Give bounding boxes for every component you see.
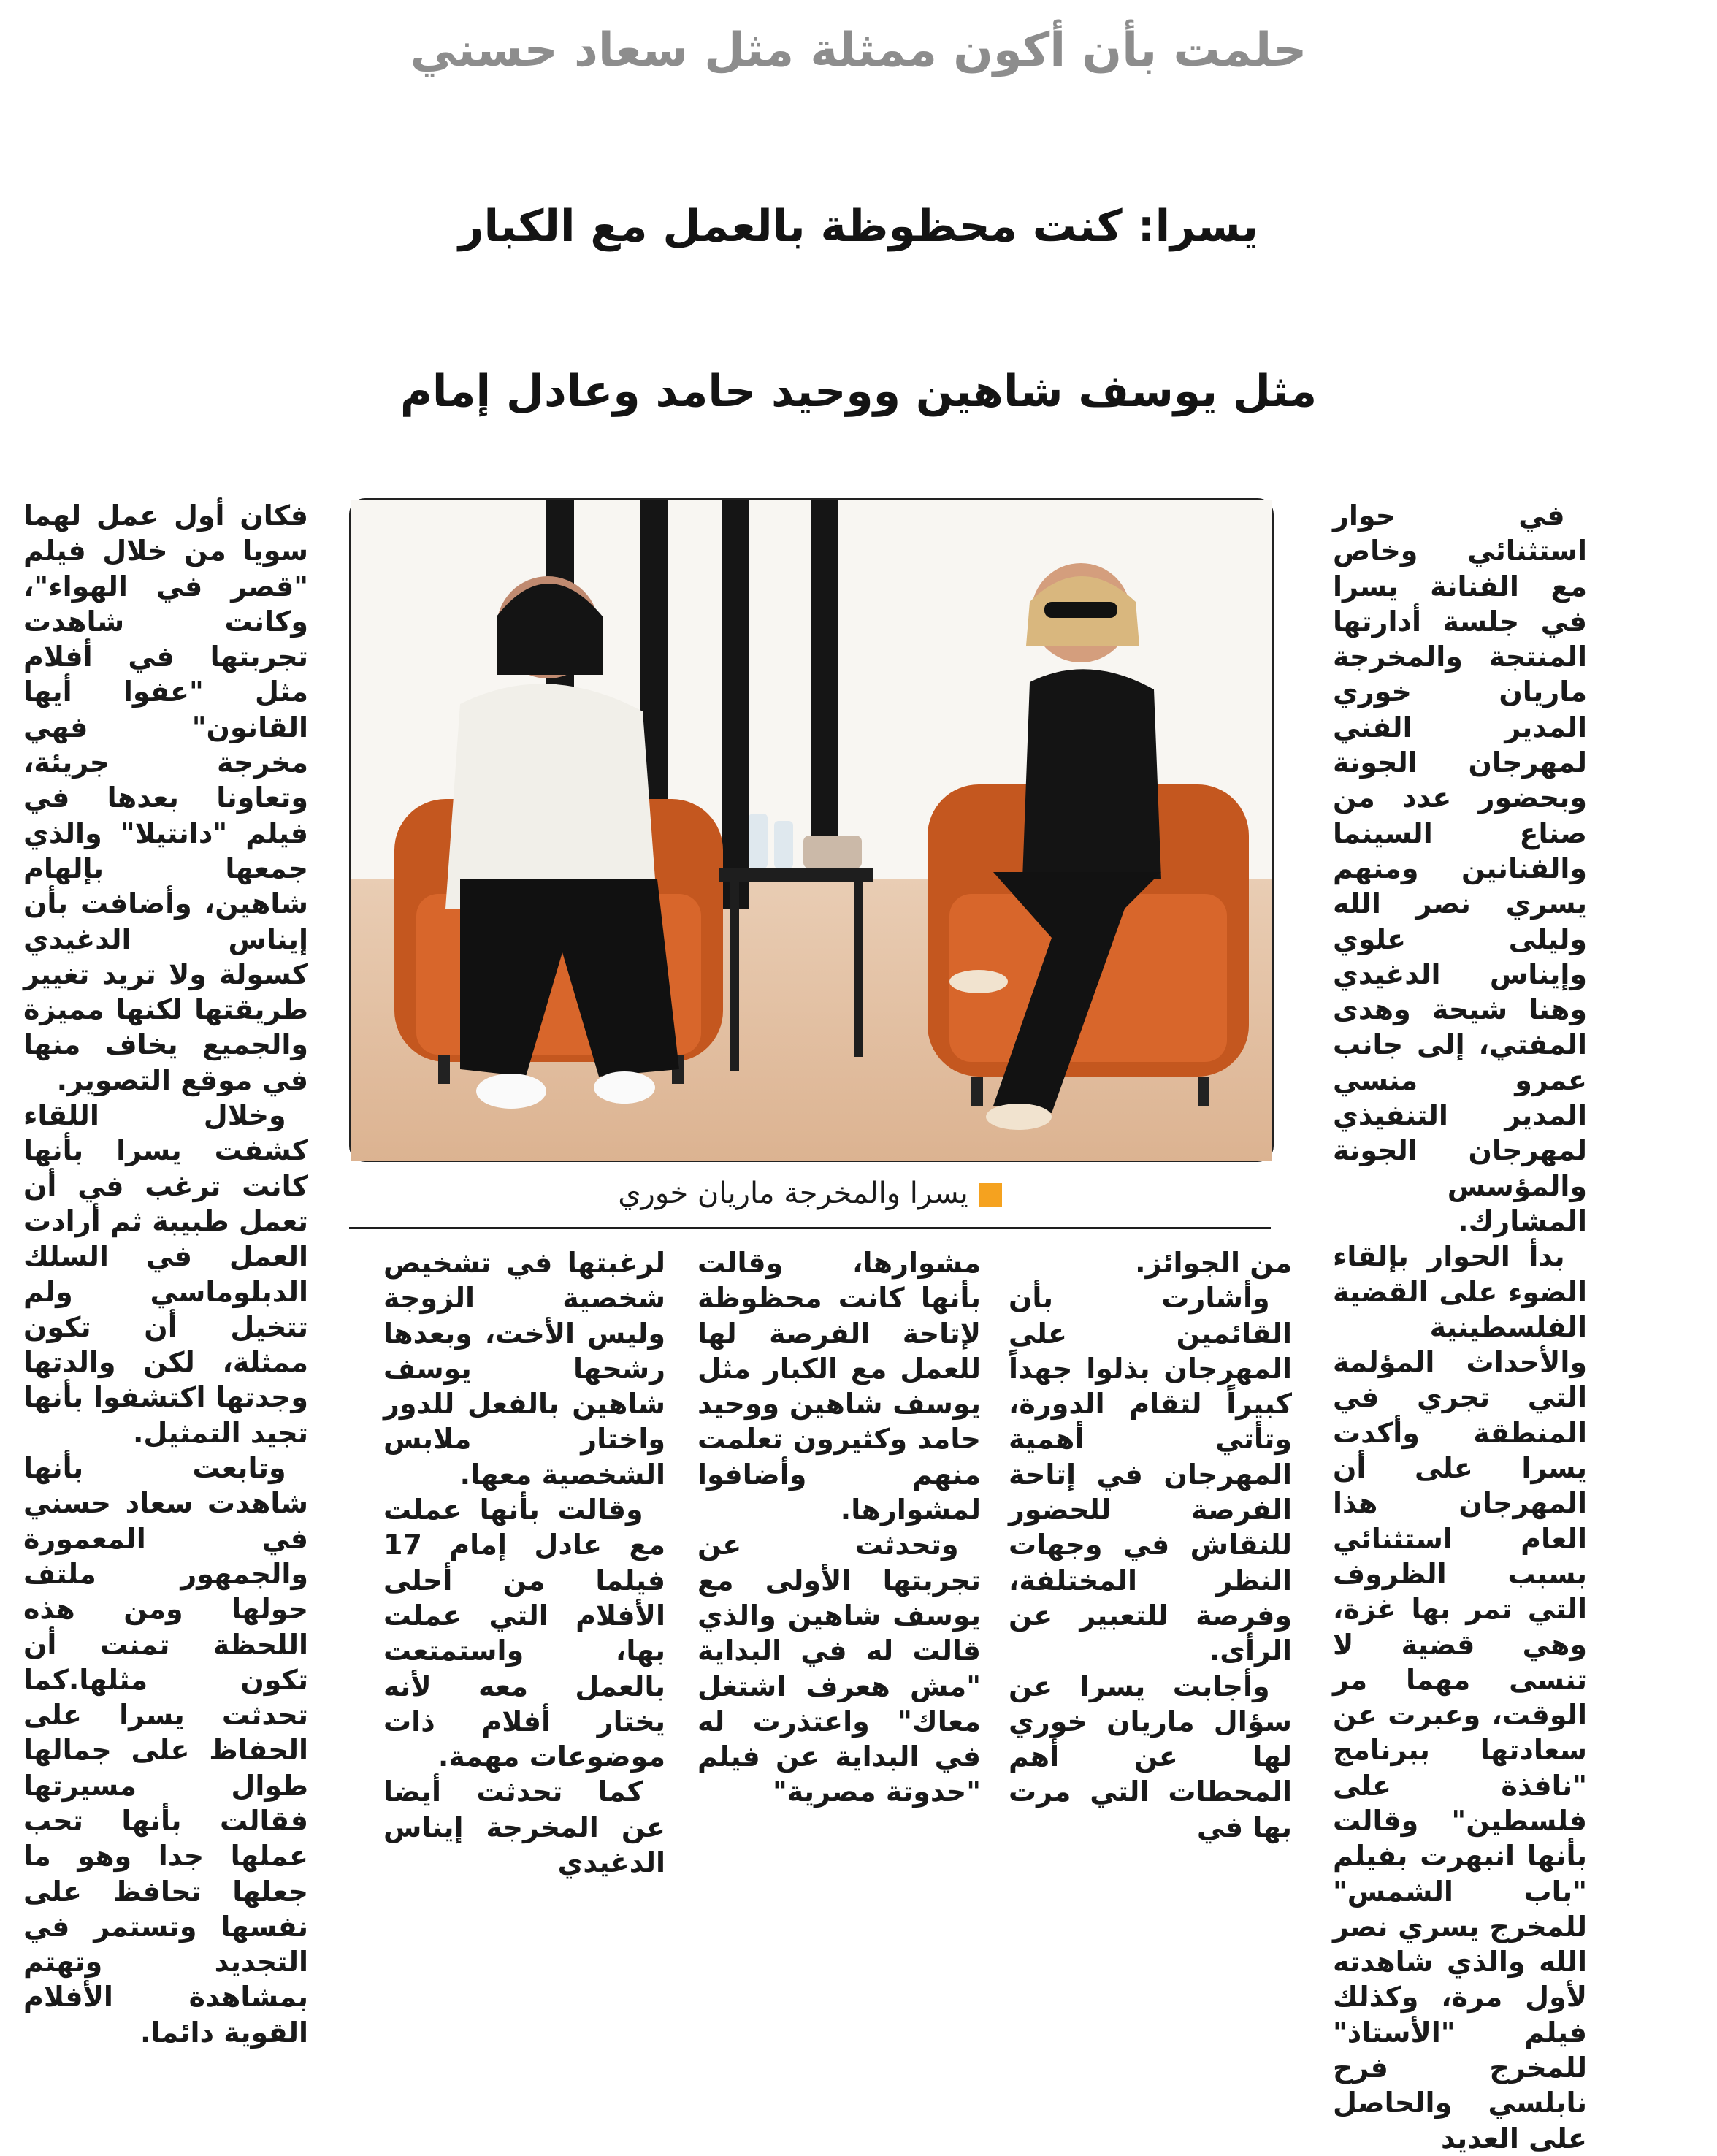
paragraph: من الجوائز. (1135, 1247, 1292, 1279)
caption-divider (349, 1227, 1271, 1229)
headline-line-2: مثل يوسف شاهين ووحيد حامد وعادل إمام (399, 366, 1318, 417)
paragraph: لرغبتها في تشخيص شخصية الزوجة وليس الأخت، وبعدها رشحها يوسف شاهين بالفعل للدور واختار ملابس الشخصية معها. (383, 1247, 665, 1491)
paragraph: وأجابت يسرا عن سؤال ماريان خوري لها عن أهم المحطات التي مرت بها في (1009, 1670, 1292, 1843)
photo-caption-text: يسرا والمخرجة ماريان خوري (618, 1177, 968, 1210)
article-column-middle-3 (383, 1245, 665, 1879)
paragraph: كما تحدثت أيضا عن المخرجة إيناس الدغيدي (383, 1775, 665, 1879)
article-column-middle-2 (697, 1245, 981, 1808)
paragraph: بدأ الحوار بإلقاء الضوء على القضية الفلسطينية والأحداث المؤلمة التي تجري في المنطقة وأكدت يسرا على أن المهرجان هذا العام استثنائي بسبب الظروف التي تمر بها غزة، وهي قضية لا تنسى مهما مر الوقت، وعبرت عن سعادتها ببرنامج "نافذة على فلسطين" وقالت بأنها انبهرت بفيلم "باب الشمس" للمخرج يسري نصر الله والذي شاهدته لأول مرة، وكذلك فيلم "الأستاذ" للمخرج فرح نابلسي والحاصل على العديد (1333, 1240, 1587, 2155)
photo-caption (349, 1171, 1271, 1215)
article-column-right (1333, 498, 1587, 2155)
kicker-subtitle: حلمت بأن أكون ممثلة مثل سعاد حسني (410, 23, 1307, 77)
paragraph: في حوار استثنائي وخاص مع الفنانة يسرا في جلسة أدارتها المنتجة والمخرجة ماريان خوري المدير الفني لمهرجان الجونة وبحضور عدد من صناع السينما والفنانين ومنهم يسري نصر الله وليلى علوي وإيناس الدغيدي وهنا شيحة وهدى المفتي، إلى جانب عمرو منسي المدير التنفيذي لمهرجان الجونة والمؤسس المشارك. (1333, 500, 1587, 1237)
paragraph: مشوارها، وقالت بأنها كانت محظوظة لإتاحة الفرصة لها للعمل مع الكبار مثل يوسف شاهين ووحيد حامد وكثيرون تعلمت منهم وأضافوا لمشوارها. (697, 1247, 981, 1526)
paragraph: وقالت بأنها عملت مع عادل إمام 17 فيلما من أحلى الأفلام التي عملت بها، واستمتعت بالعمل معه لأنه يختار أفلام ذات موضوعات مهمة. (383, 1494, 665, 1773)
article-column-left (23, 498, 308, 2049)
article-column-middle-1 (1009, 1245, 1292, 1843)
headline-line-1: يسرا: كنت محظوظة بالعمل مع الكبار (458, 201, 1259, 252)
paragraph: وتحدثت عن تجربتها الأولى مع يوسف شاهين والذي قالت له في البداية "مش هعرف اشتغل معاك" واعتذرت له في البداية عن فيلم "حدوتة مصرية" (697, 1529, 981, 1808)
paragraph: وأشارت بأن القائمين على المهرجان بذلوا جهداً كبيراً لتقام الدورة، وتأتي أهمية المهرجان في إتاحة الفرصة للحضور للنقاش في وجهات النظر المختلفة، وفرصة للتعبير عن الرأى. (1009, 1282, 1292, 1667)
paragraph: وتابعت بأنها شاهدت سعاد حسني في المعمورة والجمهور ملتف حولها ومن هذه اللحظة تمنت أن تكون مثلها.كما تحدثت يسرا على الحفاظ على جمالها طوال مسيرتها فقالت بأنها تحب عملها جدا وهو ما جعلها تحافظ على نفسها وتستمر في التجديد وتهتم بمشاهدة الأفلام القوية دائما. (23, 1452, 308, 2049)
caption-square-icon (979, 1183, 1002, 1207)
article-photo (349, 498, 1274, 1162)
paragraph: فكان أول عمل لهما سويا من خلال فيلم "قصر في الهواء"، وكانت شاهدت تجربتها في أفلام مثل "عفوا أيها القانون" فهي مخرجة جريئة، وتعاونا بعدها في فيلم "دانتيلا" والذي جمعها بإلهام شاهين، وأضافت بأن إيناس الدغيدي كسولة ولا تريد تغيير طريقتها لكنها مميزة والجميع يخاف منها في موقع التصوير. (23, 500, 308, 1096)
photo-illustration (351, 500, 1272, 1161)
paragraph: وخلال اللقاء كشفت يسرا بأنها كانت ترغب في أن تعمل طبيبة ثم أرادت العمل في السلك الدبلوماسي ولم تتخيل أن تكون ممثلة، لكن والدتها وجدتها اكتشفوا بأنها تجيد التمثيل. (23, 1099, 308, 1449)
